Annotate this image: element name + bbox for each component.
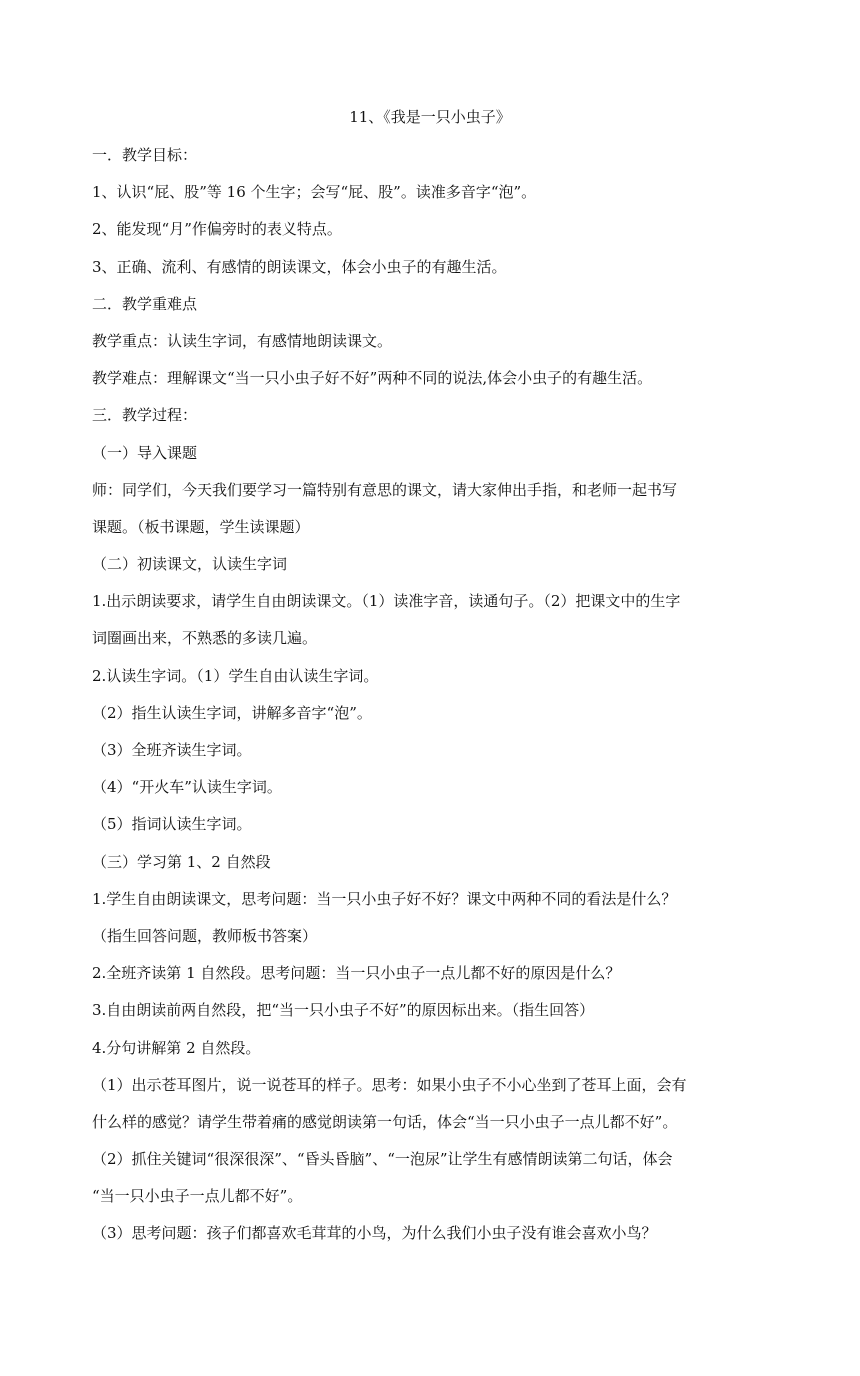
text-line: （4）“开火车”认读生字词。 — [92, 778, 282, 797]
text-line: 三．教学过程： — [92, 406, 198, 425]
text-line: 词圈画出来，不熟悉的多读几遍。 — [92, 629, 318, 648]
text-line: “当一只小虫子一点儿都不好”。 — [92, 1187, 303, 1206]
text-line: 2、能发现“月”作偏旁时的表义特点。 — [92, 220, 342, 239]
text-line: 1.出示朗读要求，请学生自由朗读课文。（1）读准字音，读通句子。（2）把课文中的生字 — [92, 592, 681, 611]
text-line: 师：同学们，今天我们要学习一篇特别有意思的课文，请大家伸出手指，和老师一起书写 — [92, 480, 678, 499]
text-line: （指生回答问题，教师板书答案） — [92, 926, 318, 945]
text-line: （3）全班齐读生字词。 — [92, 741, 252, 759]
text-line: 教学难点：理解课文“当一只小虫子好不好”两种不同的说法,体会小虫子的有趣生活。 — [92, 369, 653, 388]
text-line: （2）抓住关键词“很深很深”、“昏头昏脑”、“一泡尿”让学生有感情朗读第二句话，体会 — [92, 1150, 673, 1169]
text-line: （三）学习第 1、2 自然段 — [92, 852, 271, 871]
text-line: （3）思考问题：孩子们都喜欢毛茸茸的小鸟，为什么我们小虫子没有谁会喜欢小鸟？ — [92, 1224, 657, 1243]
text-line: （5）指词认读生字词。 — [92, 815, 252, 834]
text-line: 2.全班齐读第 1 自然段。思考问题：当一只小虫子一点儿都不好的原因是什么？ — [92, 964, 621, 983]
text-line: 课题。（板书课题，学生读课题） — [92, 517, 310, 536]
text-line: 3.自由朗读前两自然段，把“当一只小虫子不好”的原因标出来。（指生回答） — [92, 1001, 595, 1020]
text-line: 1、认识“屁、股”等 16 个生字；会写“屁、股”。读准多音字“泡”。 — [92, 183, 537, 202]
text-line: 3、正确、流利、有感情的朗读课文，体会小虫子的有趣生活。 — [92, 257, 507, 276]
text-line: 什么样的感觉？请学生带着痛的感觉朗读第一句话，体会“当一只小虫子一点儿都不好”。 — [92, 1112, 678, 1131]
text-line: 教学重点：认读生字词，有感情地朗读课文。 — [92, 331, 393, 350]
text-line: （二）初读课文，认读生字词 — [92, 555, 288, 574]
text-line: 一．教学目标： — [92, 146, 198, 164]
text-line: （2）指生认读生字词，讲解多音字“泡”。 — [92, 703, 372, 722]
text-line: 二．教学重难点 — [92, 294, 198, 313]
text-line: （1）出示苍耳图片，说一说苍耳的样子。思考：如果小虫子不小心坐到了苍耳上面，会有 — [92, 1075, 687, 1094]
text-line: （一）导入课题 — [92, 443, 198, 462]
document-body — [92, 143, 772, 1259]
document-title: 11、《我是一只小虫子》 — [349, 108, 511, 126]
text-line: 1.学生自由朗读课文，思考问题：当一只小虫子好不好？课文中两种不同的看法是什么？ — [92, 889, 677, 908]
text-line: 4.分句讲解第 2 自然段。 — [92, 1038, 261, 1057]
text-line: 2.认读生字词。（1）学生自由认读生字词。 — [92, 666, 379, 685]
